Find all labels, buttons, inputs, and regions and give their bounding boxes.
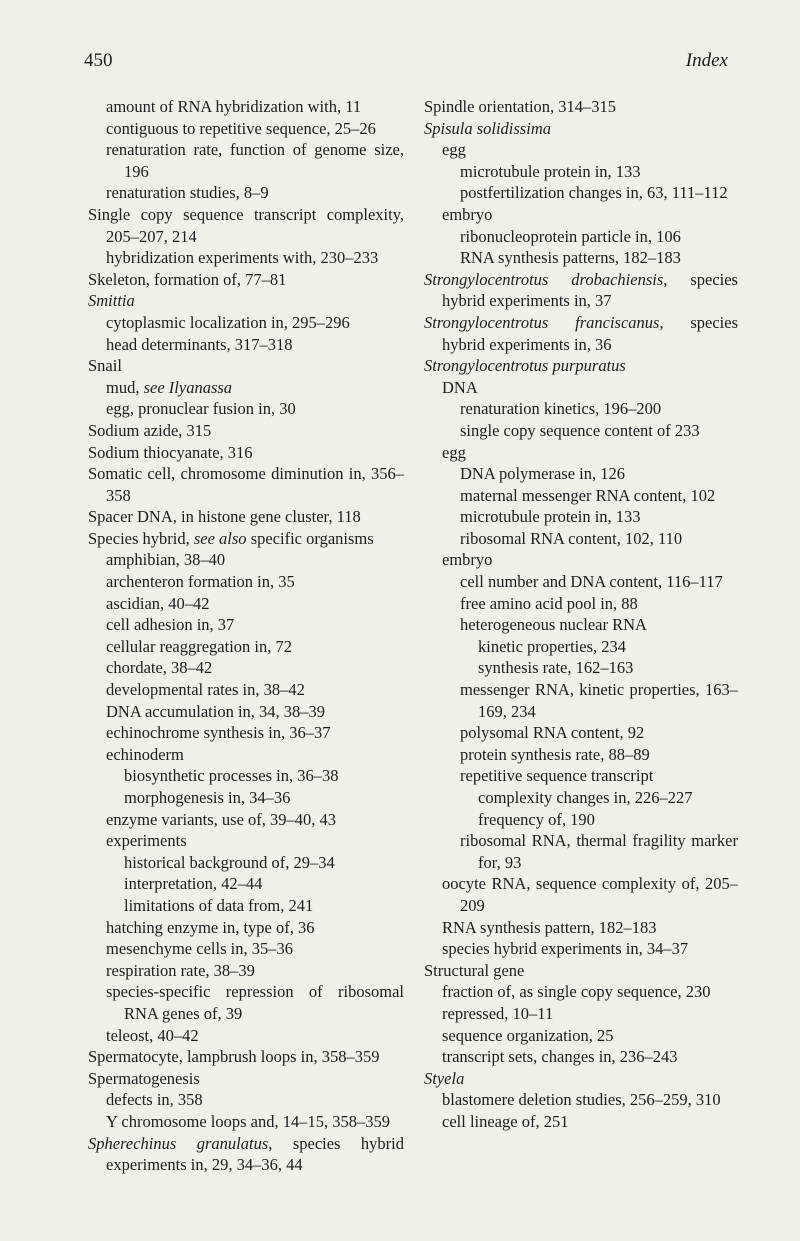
index-entry-text: historical background of, 29–34 bbox=[124, 852, 335, 872]
index-entry-text: frequency of, 190 bbox=[478, 809, 595, 829]
index-entry bbox=[424, 463, 738, 485]
index-entry-text: defects in, 358 bbox=[106, 1090, 203, 1110]
index-entry bbox=[424, 247, 738, 269]
index-entry bbox=[424, 787, 738, 809]
index-entry bbox=[424, 1068, 738, 1090]
index-entry-text: blastomere deletion studies, 256–259, 310 bbox=[442, 1090, 721, 1110]
index-entry bbox=[88, 442, 404, 464]
index-entry bbox=[424, 226, 738, 248]
index-entry-text: ribosomal RNA content, 102, 110 bbox=[460, 528, 683, 548]
index-entry-text: morphogenesis in, 34–36 bbox=[124, 788, 291, 807]
index-entry-text: egg bbox=[442, 442, 466, 462]
index-entry-text: Species hybrid, bbox=[88, 528, 194, 548]
index-entry-text: Single copy sequence transcript complexity, 205–207, 214 bbox=[88, 204, 404, 246]
index-entry bbox=[88, 636, 404, 658]
index-entry bbox=[424, 528, 738, 550]
index-entry-text: archenteron formation in, 35 bbox=[106, 572, 295, 592]
index-entry bbox=[88, 182, 404, 204]
index-entry-see: see Ilyanassa bbox=[143, 377, 233, 397]
index-entry bbox=[88, 312, 404, 334]
index-entry-text: head determinants, 317–318 bbox=[106, 334, 293, 354]
index-entry-locators: , species hybrid experiments in, 36 bbox=[442, 312, 738, 354]
index-column-right bbox=[424, 96, 738, 1133]
index-entry-text: RNA synthesis patterns, 182–183 bbox=[460, 248, 681, 268]
index-entry-text: hatching enzyme in, type of, 36 bbox=[106, 917, 315, 937]
index-entry bbox=[88, 96, 404, 118]
index-entry-text: complexity changes in, 226–227 bbox=[478, 788, 693, 807]
index-entry-text: Smittia bbox=[88, 291, 135, 311]
index-entry-text: ribonucleoprotein particle in, 106 bbox=[460, 226, 681, 246]
index-entry-text: echinoderm bbox=[106, 744, 184, 764]
index-entry-text: heterogeneous nuclear RNA bbox=[460, 615, 647, 635]
index-entry bbox=[88, 765, 404, 787]
index-entry-text: developmental rates in, 38–42 bbox=[106, 680, 305, 700]
index-entry bbox=[88, 593, 404, 615]
index-entry-text: teleost, 40–42 bbox=[106, 1025, 199, 1045]
index-entry bbox=[424, 593, 738, 615]
index-entry-text: biosynthetic processes in, 36–38 bbox=[124, 766, 339, 786]
index-entry bbox=[424, 269, 738, 312]
index-entry bbox=[88, 398, 404, 420]
index-entry-text: Strongylocentrotus franciscanus bbox=[424, 312, 660, 332]
index-entry-text: Spisula solidissima bbox=[424, 118, 551, 138]
index-entry bbox=[88, 809, 404, 831]
index-entry-text: mud, bbox=[106, 377, 144, 397]
index-entry-text: postfertilization changes in, 63, 111–112 bbox=[460, 183, 728, 203]
index-entry bbox=[88, 657, 404, 679]
index-entry-text: Skeleton, formation of, 77–81 bbox=[88, 269, 287, 289]
index-entry bbox=[424, 485, 738, 507]
index-entry-text: enzyme variants, use of, 39–40, 43 bbox=[106, 809, 337, 829]
index-entry bbox=[424, 657, 738, 679]
index-entry bbox=[88, 377, 404, 399]
index-entry bbox=[88, 1089, 404, 1111]
index-entry bbox=[88, 204, 404, 247]
index-entry-locators: , species hybrid experiments in, 29, 34–36, 44 bbox=[106, 1133, 404, 1175]
page-number: 450 bbox=[84, 50, 113, 71]
index-entry-locators: specific organisms bbox=[246, 528, 374, 548]
index-entry bbox=[424, 1003, 738, 1025]
index-entry bbox=[424, 204, 738, 226]
index-entry-text: cellular reaggregation in, 72 bbox=[106, 636, 293, 656]
index-entry bbox=[88, 960, 404, 982]
index-entry bbox=[88, 334, 404, 356]
index-entry bbox=[424, 679, 738, 722]
index-entry-see: see also bbox=[193, 528, 247, 548]
index-entry bbox=[424, 917, 738, 939]
index-entry-text: chordate, 38–42 bbox=[106, 658, 213, 678]
index-entry bbox=[88, 1111, 404, 1133]
index-entry-text: echinochrome synthesis in, 36–37 bbox=[106, 723, 331, 743]
index-entry-text: synthesis rate, 162–163 bbox=[478, 658, 634, 678]
index-entry bbox=[88, 269, 404, 291]
index-entry bbox=[88, 895, 404, 917]
index-entry bbox=[88, 744, 404, 766]
index-entry-text: mesenchyme cells in, 35–36 bbox=[106, 939, 293, 959]
index-entry-text: respiration rate, 38–39 bbox=[106, 960, 255, 980]
index-entry-text: microtubule protein in, 133 bbox=[460, 507, 641, 527]
index-entry-text: Strongylocentrotus drobachiensis bbox=[424, 269, 664, 289]
index-entry-text: cell adhesion in, 37 bbox=[106, 615, 235, 635]
index-entry-text: maternal messenger RNA content, 102 bbox=[460, 485, 716, 505]
index-entry bbox=[424, 722, 738, 744]
index-entry bbox=[424, 981, 738, 1003]
index-entry-text: cell number and DNA content, 116–117 bbox=[460, 572, 723, 592]
index-entry-text: limitations of data from, 241 bbox=[124, 895, 314, 915]
index-entry bbox=[88, 1133, 404, 1176]
index-entry-text: Strongylocentrotus purpuratus bbox=[424, 356, 626, 376]
index-entry bbox=[88, 549, 404, 571]
index-entry bbox=[88, 830, 404, 852]
index-entry-text: messenger RNA, kinetic properties, 163–169, 234 bbox=[460, 680, 738, 721]
index-entry-text: embryo bbox=[442, 204, 493, 224]
index-entry-text: contiguous to repetitive sequence, 25–26 bbox=[106, 118, 376, 138]
index-entry bbox=[424, 118, 738, 140]
index-entry bbox=[88, 506, 404, 528]
index-entry bbox=[88, 420, 404, 442]
index-entry bbox=[88, 1046, 404, 1068]
index-entry-text: Sodium thiocyanate, 316 bbox=[88, 442, 253, 462]
index-entry-text: hybridization experiments with, 230–233 bbox=[106, 248, 379, 268]
index-entry bbox=[424, 442, 738, 464]
index-entry-text: Styela bbox=[424, 1068, 465, 1088]
index-entry-text: egg bbox=[442, 140, 466, 160]
index-entry bbox=[424, 636, 738, 658]
index-entry-text: renaturation studies, 8–9 bbox=[106, 183, 269, 203]
index-entry-text: Spacer DNA, in histone gene cluster, 118 bbox=[88, 507, 361, 527]
index-entry bbox=[88, 463, 404, 506]
index-entry-text: species-specific repression of ribosomal RNA genes of, 39 bbox=[106, 982, 404, 1023]
index-entry bbox=[424, 312, 738, 355]
index-entry-text: Spermatogenesis bbox=[88, 1068, 200, 1088]
index-entry-text: cell lineage of, 251 bbox=[442, 1111, 569, 1131]
index-entry bbox=[424, 765, 738, 787]
index-entry-text: kinetic properties, 234 bbox=[478, 636, 627, 656]
index-entry-text: renaturation kinetics, 196–200 bbox=[460, 399, 662, 419]
index-entry-text: embryo bbox=[442, 550, 493, 570]
index-entry bbox=[424, 873, 738, 916]
index-entry-text: repressed, 10–11 bbox=[442, 1003, 554, 1023]
index-entry-text: ribosomal RNA, thermal fragility marker for, 93 bbox=[460, 831, 738, 872]
index-entry bbox=[424, 1089, 738, 1111]
index-entry-text: transcript sets, changes in, 236–243 bbox=[442, 1047, 678, 1067]
index-entry-text: DNA accumulation in, 34, 38–39 bbox=[106, 701, 326, 721]
index-entry bbox=[88, 701, 404, 723]
index-entry bbox=[424, 1046, 738, 1068]
running-head: Index bbox=[685, 50, 728, 71]
index-entry bbox=[424, 830, 738, 873]
index-entry bbox=[88, 571, 404, 593]
index-entry bbox=[424, 960, 738, 982]
index-entry-text: microtubule protein in, 133 bbox=[460, 161, 641, 181]
index-entry bbox=[88, 981, 404, 1024]
index-entry-text: Y chromosome loops and, 14–15, 358–359 bbox=[106, 1111, 390, 1131]
index-entry-text: Structural gene bbox=[424, 960, 525, 980]
index-entry-text: species hybrid experiments in, 34–37 bbox=[442, 939, 689, 959]
index-entry-text: Somatic cell, chromosome diminution in, 356–358 bbox=[88, 464, 404, 505]
index-entry bbox=[424, 96, 738, 118]
index-entry-text: polysomal RNA content, 92 bbox=[460, 723, 645, 743]
index-entry-text: ascidian, 40–42 bbox=[106, 593, 210, 613]
index-entry bbox=[424, 938, 738, 960]
index-entry-text: RNA synthesis pattern, 182–183 bbox=[442, 917, 657, 937]
index-entry bbox=[88, 852, 404, 874]
index-entry-text: egg, pronuclear fusion in, 30 bbox=[106, 399, 296, 419]
index-entry-text: Spherechinus granulatus bbox=[88, 1133, 269, 1153]
index-entry bbox=[88, 290, 404, 312]
index-entry bbox=[88, 355, 404, 377]
page-header bbox=[84, 50, 728, 80]
index-entry bbox=[88, 917, 404, 939]
index-entry bbox=[88, 938, 404, 960]
index-entry-text: repetitive sequence transcript bbox=[460, 766, 654, 786]
index-entry-text: sequence organization, 25 bbox=[442, 1025, 614, 1045]
index-entry bbox=[424, 161, 738, 183]
index-entry-text: amphibian, 38–40 bbox=[106, 550, 226, 570]
index-entry bbox=[88, 118, 404, 140]
index-entry bbox=[424, 355, 738, 377]
index-entry bbox=[424, 1111, 738, 1133]
index-entry-text: renaturation rate, function of genome size, 196 bbox=[106, 140, 404, 181]
index-entry-text: DNA bbox=[442, 377, 478, 397]
index-entry bbox=[88, 873, 404, 895]
index-entry bbox=[424, 377, 738, 399]
index-entry bbox=[88, 139, 404, 182]
index-entry bbox=[424, 182, 738, 204]
index-entry bbox=[88, 1068, 404, 1090]
index-entry bbox=[424, 571, 738, 593]
index-entry-text: Spindle orientation, 314–315 bbox=[424, 97, 617, 116]
index-entry-locators: , species hybrid experiments in, 37 bbox=[442, 269, 738, 311]
index-entry bbox=[424, 809, 738, 831]
index-entry bbox=[424, 614, 738, 636]
index-entry-text: interpretation, 42–44 bbox=[124, 874, 263, 894]
index-entry bbox=[88, 614, 404, 636]
index-entry bbox=[88, 722, 404, 744]
index-entry bbox=[88, 679, 404, 701]
index-entry-text: experiments bbox=[106, 831, 187, 851]
index-entry bbox=[424, 139, 738, 161]
index-entry-text: single copy sequence content of 233 bbox=[460, 420, 700, 440]
index-entry-text: DNA polymerase in, 126 bbox=[460, 464, 625, 484]
index-entry bbox=[424, 1025, 738, 1047]
index-entry-text: fraction of, as single copy sequence, 230 bbox=[442, 982, 711, 1002]
index-entry bbox=[424, 744, 738, 766]
index-entry-text: amount of RNA hybridization with, 11 bbox=[106, 97, 362, 116]
index-entry bbox=[424, 549, 738, 571]
index-entry bbox=[424, 420, 738, 442]
index-entry-text: Snail bbox=[88, 356, 122, 376]
index-entry-text: protein synthesis rate, 88–89 bbox=[460, 744, 650, 764]
index-entry bbox=[88, 528, 404, 550]
index-entry bbox=[88, 247, 404, 269]
index-column-left bbox=[88, 96, 404, 1176]
index-entry-text: cytoplasmic localization in, 295–296 bbox=[106, 312, 350, 332]
index-entry-text: oocyte RNA, sequence complexity of, 205–209 bbox=[442, 874, 738, 915]
index-entry bbox=[88, 1025, 404, 1047]
index-entry bbox=[424, 506, 738, 528]
index-entry bbox=[424, 398, 738, 420]
index-entry-text: free amino acid pool in, 88 bbox=[460, 593, 638, 613]
index-entry-text: Spermatocyte, lampbrush loops in, 358–359 bbox=[88, 1047, 380, 1067]
index-entry bbox=[88, 787, 404, 809]
index-entry-text: Sodium azide, 315 bbox=[88, 420, 212, 440]
